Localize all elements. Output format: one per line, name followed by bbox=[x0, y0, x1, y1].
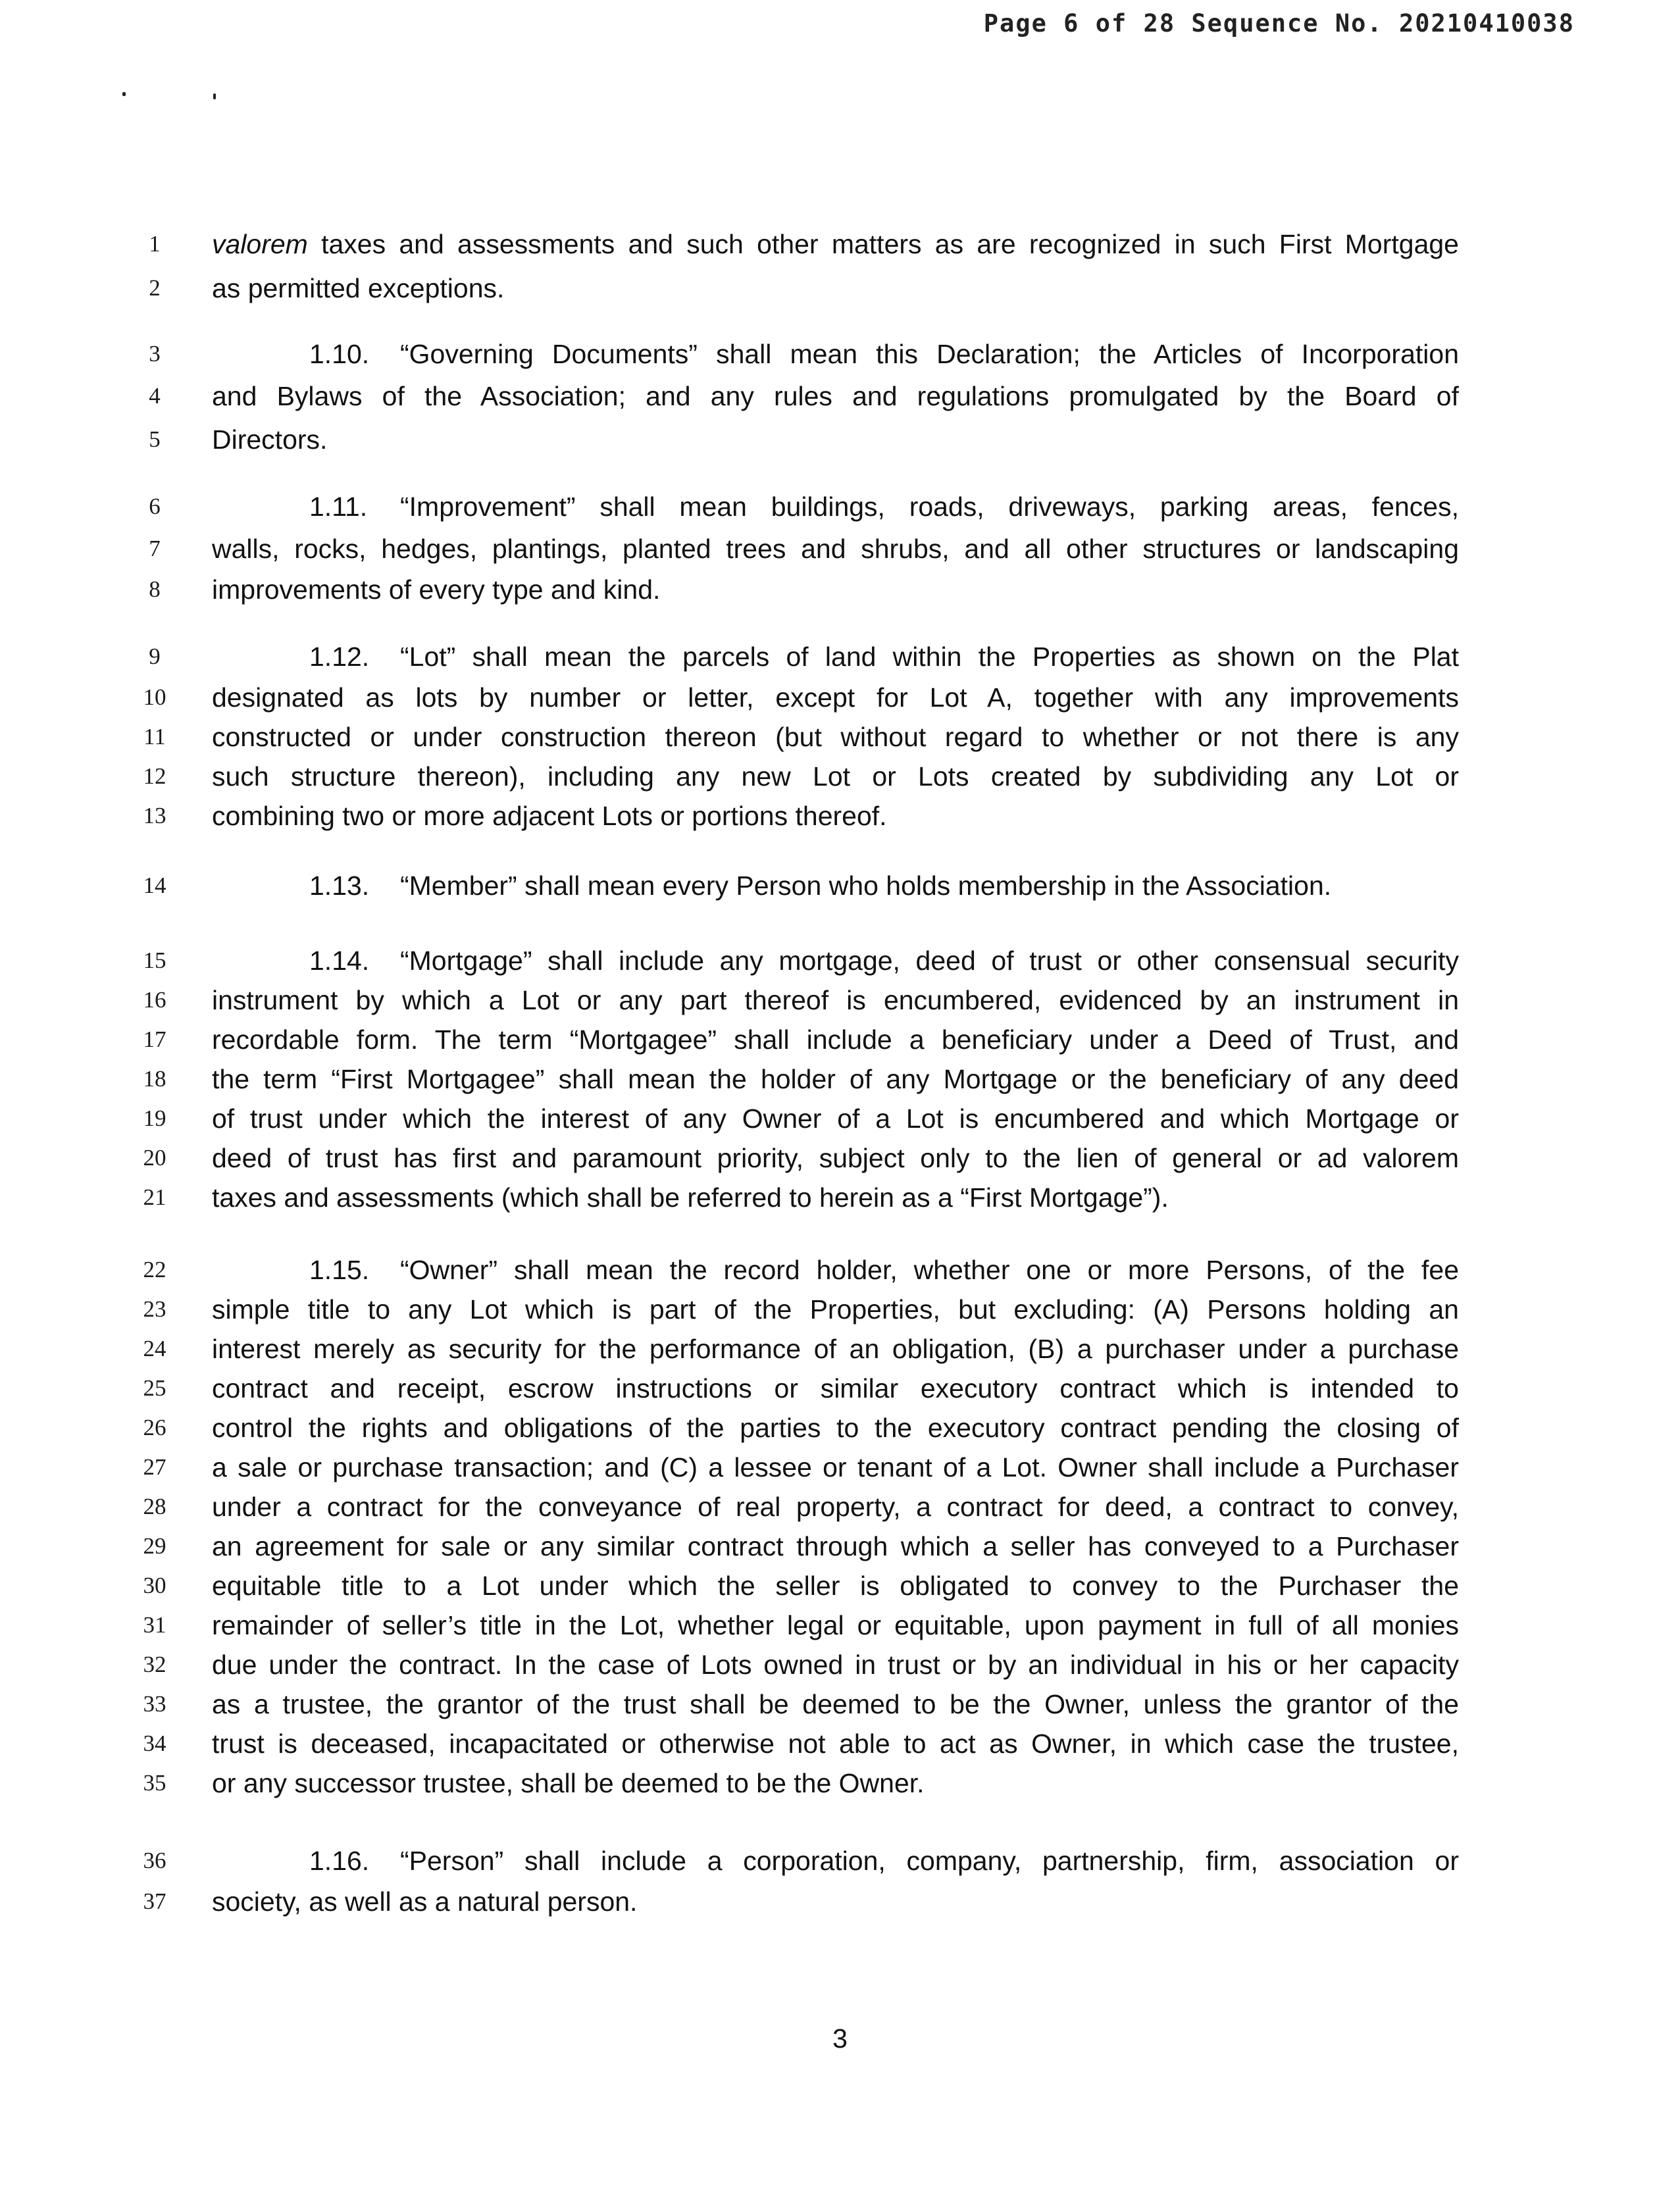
text-line bbox=[0, 336, 1680, 375]
line-text: trust is deceased, incapacitated or otherwise not able to act as Owner, in which case the trustee, bbox=[212, 1729, 1459, 1759]
text-line bbox=[0, 1409, 1680, 1449]
text-line bbox=[0, 1449, 1680, 1488]
text-line bbox=[0, 942, 1680, 982]
line-text: recordable form. The term “Mortgagee” shall include a beneficiary under a Deed of Trust, and bbox=[212, 1024, 1459, 1055]
line-text: the term “First Mortgagee” shall mean the holder of any Mortgage or the beneficiary of any deed bbox=[212, 1064, 1459, 1094]
line-text: interest merely as security for the performance of an obligation, (B) a purchaser under a purchase bbox=[212, 1334, 1459, 1364]
line-number: 28 bbox=[143, 1494, 166, 1519]
line-number: 14 bbox=[143, 872, 166, 898]
line-text: or any successor trustee, shall be deemed to be the Owner. bbox=[212, 1768, 925, 1798]
section-text: “Mortgage” shall include any mortgage, deed of trust or other consensual security bbox=[400, 946, 1459, 976]
text-line bbox=[0, 638, 1680, 678]
section-number: 1.15. bbox=[309, 1255, 370, 1285]
section-number: 1.14. bbox=[309, 946, 370, 976]
text-line bbox=[0, 1883, 1680, 1923]
line-text: and Bylaws of the Association; and any rules and regulations promulgated by the Board of bbox=[212, 381, 1459, 411]
line-text-rest: taxes and assessments and such other matters as are recognized in such First Mortgage bbox=[307, 229, 1459, 259]
line-text: Directors. bbox=[212, 424, 328, 455]
text-line bbox=[0, 1528, 1680, 1567]
text-line bbox=[0, 226, 1680, 265]
line-text: combining two or more adjacent Lots or portions thereof. bbox=[212, 801, 887, 831]
line-text: constructed or under construction thereon (but without regard to whether or not there is any bbox=[212, 722, 1459, 752]
text-line bbox=[0, 1291, 1680, 1330]
line-text bbox=[212, 1842, 1459, 1879]
line-number: 33 bbox=[143, 1691, 166, 1717]
line-text bbox=[212, 1251, 1459, 1288]
text-line bbox=[0, 421, 1680, 461]
line-number: 22 bbox=[143, 1257, 166, 1282]
text-line bbox=[0, 571, 1680, 611]
text-line bbox=[0, 1646, 1680, 1686]
line-number: 10 bbox=[143, 684, 166, 710]
text-line bbox=[0, 1330, 1680, 1370]
line-number: 18 bbox=[143, 1066, 166, 1092]
line-text: as permitted exceptions. bbox=[212, 273, 505, 303]
section-number: 1.10. bbox=[309, 339, 370, 369]
text-line bbox=[0, 1251, 1680, 1291]
line-number: 35 bbox=[143, 1770, 166, 1796]
line-number: 37 bbox=[143, 1888, 166, 1914]
text-line bbox=[0, 1607, 1680, 1646]
line-number: 26 bbox=[143, 1415, 166, 1440]
line-text: control the rights and obligations of the parties to the executory contract pending the closing of bbox=[212, 1413, 1459, 1443]
line-number: 2 bbox=[149, 275, 161, 301]
text-line bbox=[0, 679, 1680, 719]
line-text bbox=[212, 336, 1459, 372]
text-line bbox=[0, 1179, 1680, 1219]
line-number: 12 bbox=[143, 763, 166, 789]
line-number: 36 bbox=[143, 1848, 166, 1873]
text-line bbox=[0, 1725, 1680, 1765]
section-number: 1.11. bbox=[309, 492, 368, 522]
text-line bbox=[0, 1567, 1680, 1607]
line-text: designated as lots by number or letter, except for Lot A, together with any improvements bbox=[212, 682, 1459, 713]
text-line bbox=[0, 488, 1680, 528]
text-line bbox=[0, 982, 1680, 1021]
line-text: society, as well as a natural person. bbox=[212, 1886, 638, 1917]
section-text: “Owner” shall mean the record holder, whether one or more Persons, of the fee bbox=[400, 1255, 1459, 1285]
line-text: equitable title to a Lot under which the seller is obligated to convey to the Purchaser the bbox=[212, 1571, 1459, 1601]
text-line bbox=[0, 1686, 1680, 1725]
line-text: deed of trust has first and paramount priority, subject only to the lien of general or ad valorem bbox=[212, 1143, 1459, 1173]
line-number: 32 bbox=[143, 1652, 166, 1677]
line-number: 24 bbox=[143, 1336, 166, 1361]
line-number: 11 bbox=[143, 724, 166, 749]
line-text: as a trustee, the grantor of the trust shall be deemed to be the Owner, unless the grantor of the bbox=[212, 1689, 1459, 1719]
line-number: 15 bbox=[143, 948, 166, 973]
text-line bbox=[0, 270, 1680, 309]
line-text: due under the contract. In the case of Lots owned in trust or by an individual in his or her capacity bbox=[212, 1650, 1459, 1680]
text-line bbox=[0, 1488, 1680, 1528]
latin-term: valorem bbox=[212, 229, 308, 259]
section-text: “Member” shall mean every Person who holds membership in the Association. bbox=[400, 871, 1332, 901]
line-number: 5 bbox=[149, 426, 161, 452]
line-number: 17 bbox=[143, 1026, 166, 1052]
line-text: of trust under which the interest of any Owner of a Lot is encumbered and which Mortgage or bbox=[212, 1103, 1459, 1134]
line-number: 9 bbox=[149, 644, 161, 669]
line-number: 21 bbox=[143, 1184, 166, 1210]
section-number: 1.16. bbox=[309, 1846, 370, 1876]
text-line bbox=[0, 1140, 1680, 1179]
text-line bbox=[0, 1021, 1680, 1061]
text-line bbox=[0, 378, 1680, 417]
recording-stamp: Page 6 of 28 Sequence No. 20210410038 bbox=[983, 9, 1575, 38]
text-line bbox=[0, 758, 1680, 797]
section-text: “Lot” shall mean the parcels of land within the Properties as shown on the Plat bbox=[400, 642, 1459, 672]
section-text: “Governing Documents” shall mean this Declaration; the Articles of Incorporation bbox=[400, 339, 1459, 369]
line-number: 27 bbox=[143, 1454, 166, 1480]
text-line bbox=[0, 1061, 1680, 1100]
line-text: such structure thereon), including any new Lot or Lots created by subdividing any Lot or bbox=[212, 761, 1459, 792]
line-text: under a contract for the conveyance of real property, a contract for deed, a contract to convey, bbox=[212, 1492, 1459, 1522]
text-line bbox=[0, 1842, 1680, 1882]
line-number: 23 bbox=[143, 1296, 166, 1322]
line-text bbox=[212, 638, 1459, 675]
line-text: improvements of every type and kind. bbox=[212, 574, 661, 605]
text-line bbox=[0, 1765, 1680, 1804]
section-number: 1.12. bbox=[309, 642, 370, 672]
section-text: “Improvement” shall mean buildings, roads, driveways, parking areas, fences, bbox=[400, 492, 1459, 522]
line-number: 13 bbox=[143, 803, 166, 828]
line-number: 7 bbox=[149, 536, 161, 561]
text-line bbox=[0, 1100, 1680, 1140]
line-number: 20 bbox=[143, 1145, 166, 1171]
line-number: 19 bbox=[143, 1105, 166, 1131]
line-text bbox=[212, 942, 1459, 979]
line-number: 3 bbox=[149, 341, 161, 366]
line-text bbox=[212, 226, 1459, 263]
text-line bbox=[0, 719, 1680, 758]
section-text: “Person” shall include a corporation, company, partnership, firm, association or bbox=[400, 1846, 1459, 1876]
line-text: contract and receipt, escrow instructions or similar executory contract which is intended to bbox=[212, 1373, 1459, 1403]
line-text bbox=[212, 867, 1459, 904]
section-number: 1.13. bbox=[309, 871, 370, 901]
line-text: taxes and assessments (which shall be referred to herein as a “First Mortgage”). bbox=[212, 1182, 1169, 1213]
line-number: 30 bbox=[143, 1573, 166, 1598]
text-line bbox=[0, 1370, 1680, 1409]
line-text: remainder of seller’s title in the Lot, whether legal or equitable, upon payment in full of all monies bbox=[212, 1610, 1459, 1640]
line-number: 29 bbox=[143, 1533, 166, 1559]
line-number: 8 bbox=[149, 576, 161, 602]
scan-speck bbox=[213, 93, 216, 99]
line-text: an agreement for sale or any similar contract through which a seller has conveyed to a Purchaser bbox=[212, 1531, 1459, 1561]
line-number: 6 bbox=[149, 493, 161, 519]
text-line bbox=[0, 530, 1680, 570]
line-text bbox=[212, 488, 1459, 525]
scan-speck bbox=[122, 92, 126, 96]
line-number: 25 bbox=[143, 1375, 166, 1401]
line-number: 4 bbox=[149, 383, 161, 409]
line-number: 31 bbox=[143, 1612, 166, 1638]
text-line bbox=[0, 867, 1680, 907]
line-number: 1 bbox=[149, 231, 161, 257]
line-text: instrument by which a Lot or any part thereof is encumbered, evidenced by an instrument in bbox=[212, 985, 1459, 1015]
line-text: walls, rocks, hedges, plantings, planted trees and shrubs, and all other structures or landscaping bbox=[212, 534, 1459, 564]
line-number: 34 bbox=[143, 1731, 166, 1756]
line-number: 16 bbox=[143, 987, 166, 1013]
page-number: 3 bbox=[832, 2023, 848, 2054]
line-text: simple title to any Lot which is part of the Properties, but excluding: (A) Persons holding an bbox=[212, 1294, 1459, 1325]
line-text: a sale or purchase transaction; and (C) a lessee or tenant of a Lot. Owner shall include a Purchaser bbox=[212, 1452, 1459, 1482]
text-line bbox=[0, 797, 1680, 837]
